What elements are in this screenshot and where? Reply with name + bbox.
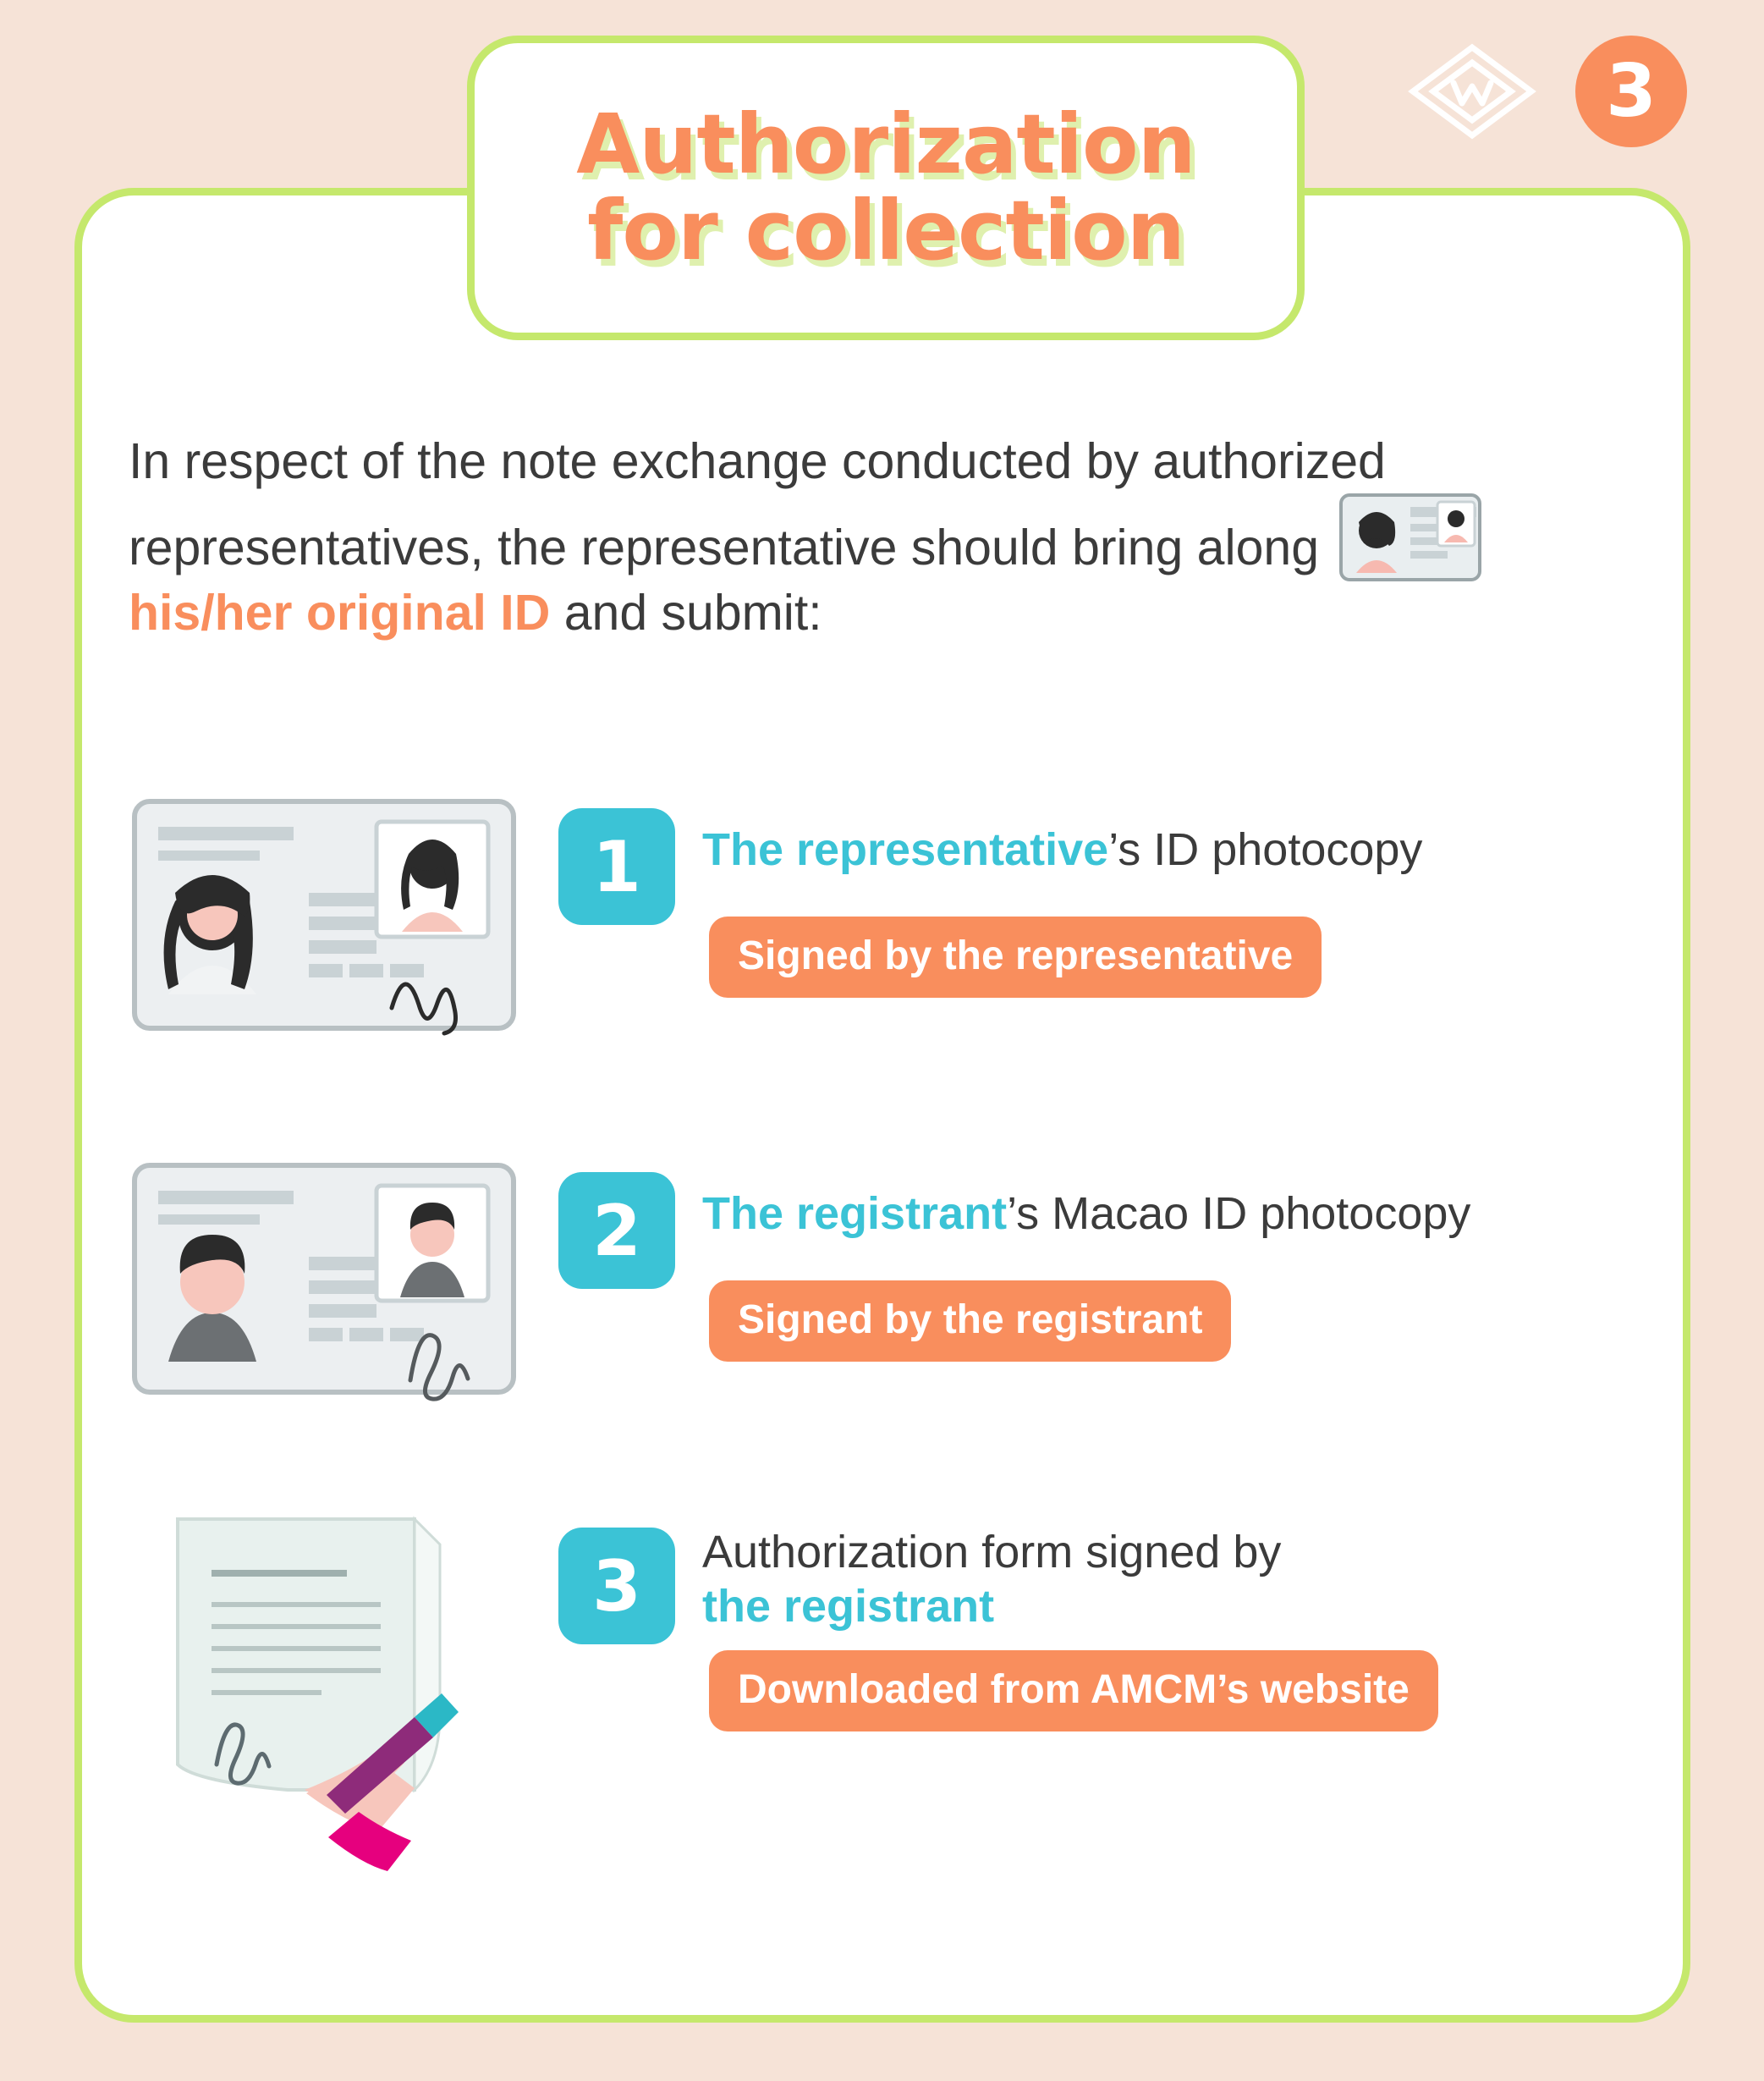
item-text-2-rest: ’s Macao ID photocopy [1007,1188,1471,1239]
item-number-2: 2 [558,1172,675,1289]
intro-paragraph [129,430,1651,645]
item-number-1: 1 [558,808,675,925]
page-title-line2: for collection [587,183,1184,278]
item-text-1-strong: The representative [702,824,1109,875]
item-text-1-rest: ’s ID photocopy [1108,824,1423,875]
item-text-2-strong: The registrant [702,1188,1008,1239]
item-text-1 [702,823,1675,878]
hand-signing-document-icon [161,1511,516,1875]
title-plate [467,36,1305,340]
item-pill-3: Downloaded from AMCM’s website [709,1650,1438,1731]
item-pill-1: Signed by the representative [709,917,1322,998]
amcm-diamond-logo-icon [1404,41,1540,142]
item-pill-2: Signed by the registrant [709,1280,1231,1362]
intro-text-part1: In respect of the note exchange conducted by authorized representatives, the representative should bring along [129,433,1386,575]
intro-text-part2: and submit: [550,584,822,641]
item-text-2 [702,1187,1675,1241]
page-title-line1: Authorization [576,96,1195,193]
step-number-badge: 3 [1575,36,1687,147]
item-text-3 [702,1526,1675,1633]
item-number-3: 3 [558,1528,675,1644]
id-card-icon [1339,493,1481,581]
id-card-man-signed-icon [131,1162,529,1441]
item-text-3-strong: the registrant [702,1580,995,1632]
id-card-woman-signed-icon [131,798,529,1077]
item-text-3-plain: Authorization form signed by [702,1527,1282,1577]
intro-highlight: his/her original ID [129,584,551,641]
